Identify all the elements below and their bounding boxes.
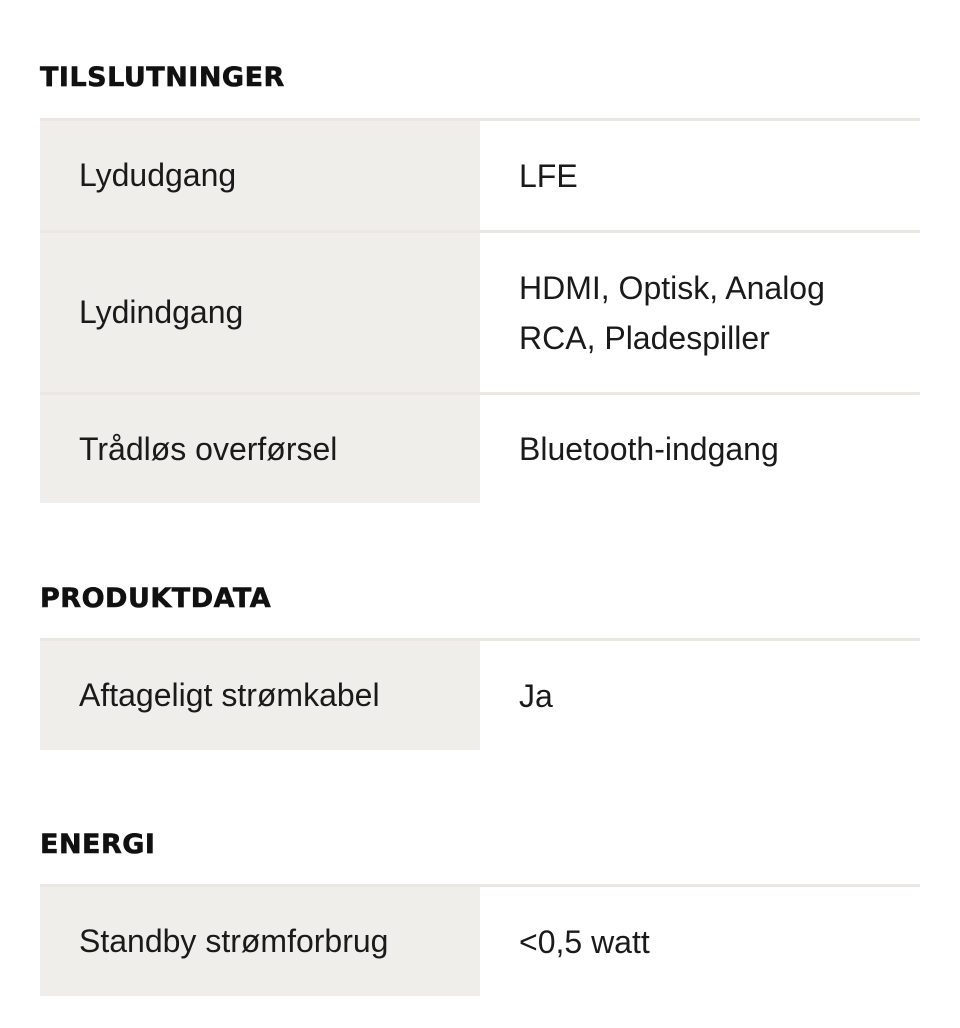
table-row — [40, 118, 920, 230]
spec-value-line: <0,5 watt — [519, 923, 650, 960]
spec-label: Aftageligt strømkabel — [40, 641, 480, 750]
spec-value — [480, 887, 920, 996]
table-row — [40, 230, 920, 392]
spec-table — [40, 884, 920, 996]
table-row — [40, 884, 920, 996]
spec-value — [480, 641, 920, 750]
section-energi — [40, 829, 920, 960]
section-produktdata — [40, 583, 920, 714]
section-title: PRODUKTDATA — [40, 583, 272, 614]
spec-value-line: RCA, Pladespiller — [519, 319, 770, 356]
spec-label: Lydudgang — [40, 121, 480, 230]
section-title: TILSLUTNINGER — [40, 62, 285, 93]
spec-value — [480, 395, 920, 503]
spec-value-line: Bluetooth-indgang — [519, 431, 779, 467]
spec-label: Standby strømforbrug — [40, 887, 480, 996]
spec-table — [40, 638, 920, 750]
section-tilslutninger — [40, 62, 920, 467]
spec-value-line: LFE — [519, 157, 578, 194]
table-row — [40, 392, 920, 503]
table-row — [40, 638, 920, 750]
spec-table — [40, 118, 920, 503]
spec-value — [480, 121, 920, 230]
spec-value — [480, 233, 920, 392]
spec-value-line: HDMI, Optisk, Analog — [519, 269, 825, 306]
section-title: ENERGI — [40, 829, 156, 860]
spec-label: Lydindgang — [40, 233, 480, 392]
spec-value-line: Ja — [519, 677, 553, 714]
spec-label: Trådløs overførsel — [40, 395, 480, 503]
